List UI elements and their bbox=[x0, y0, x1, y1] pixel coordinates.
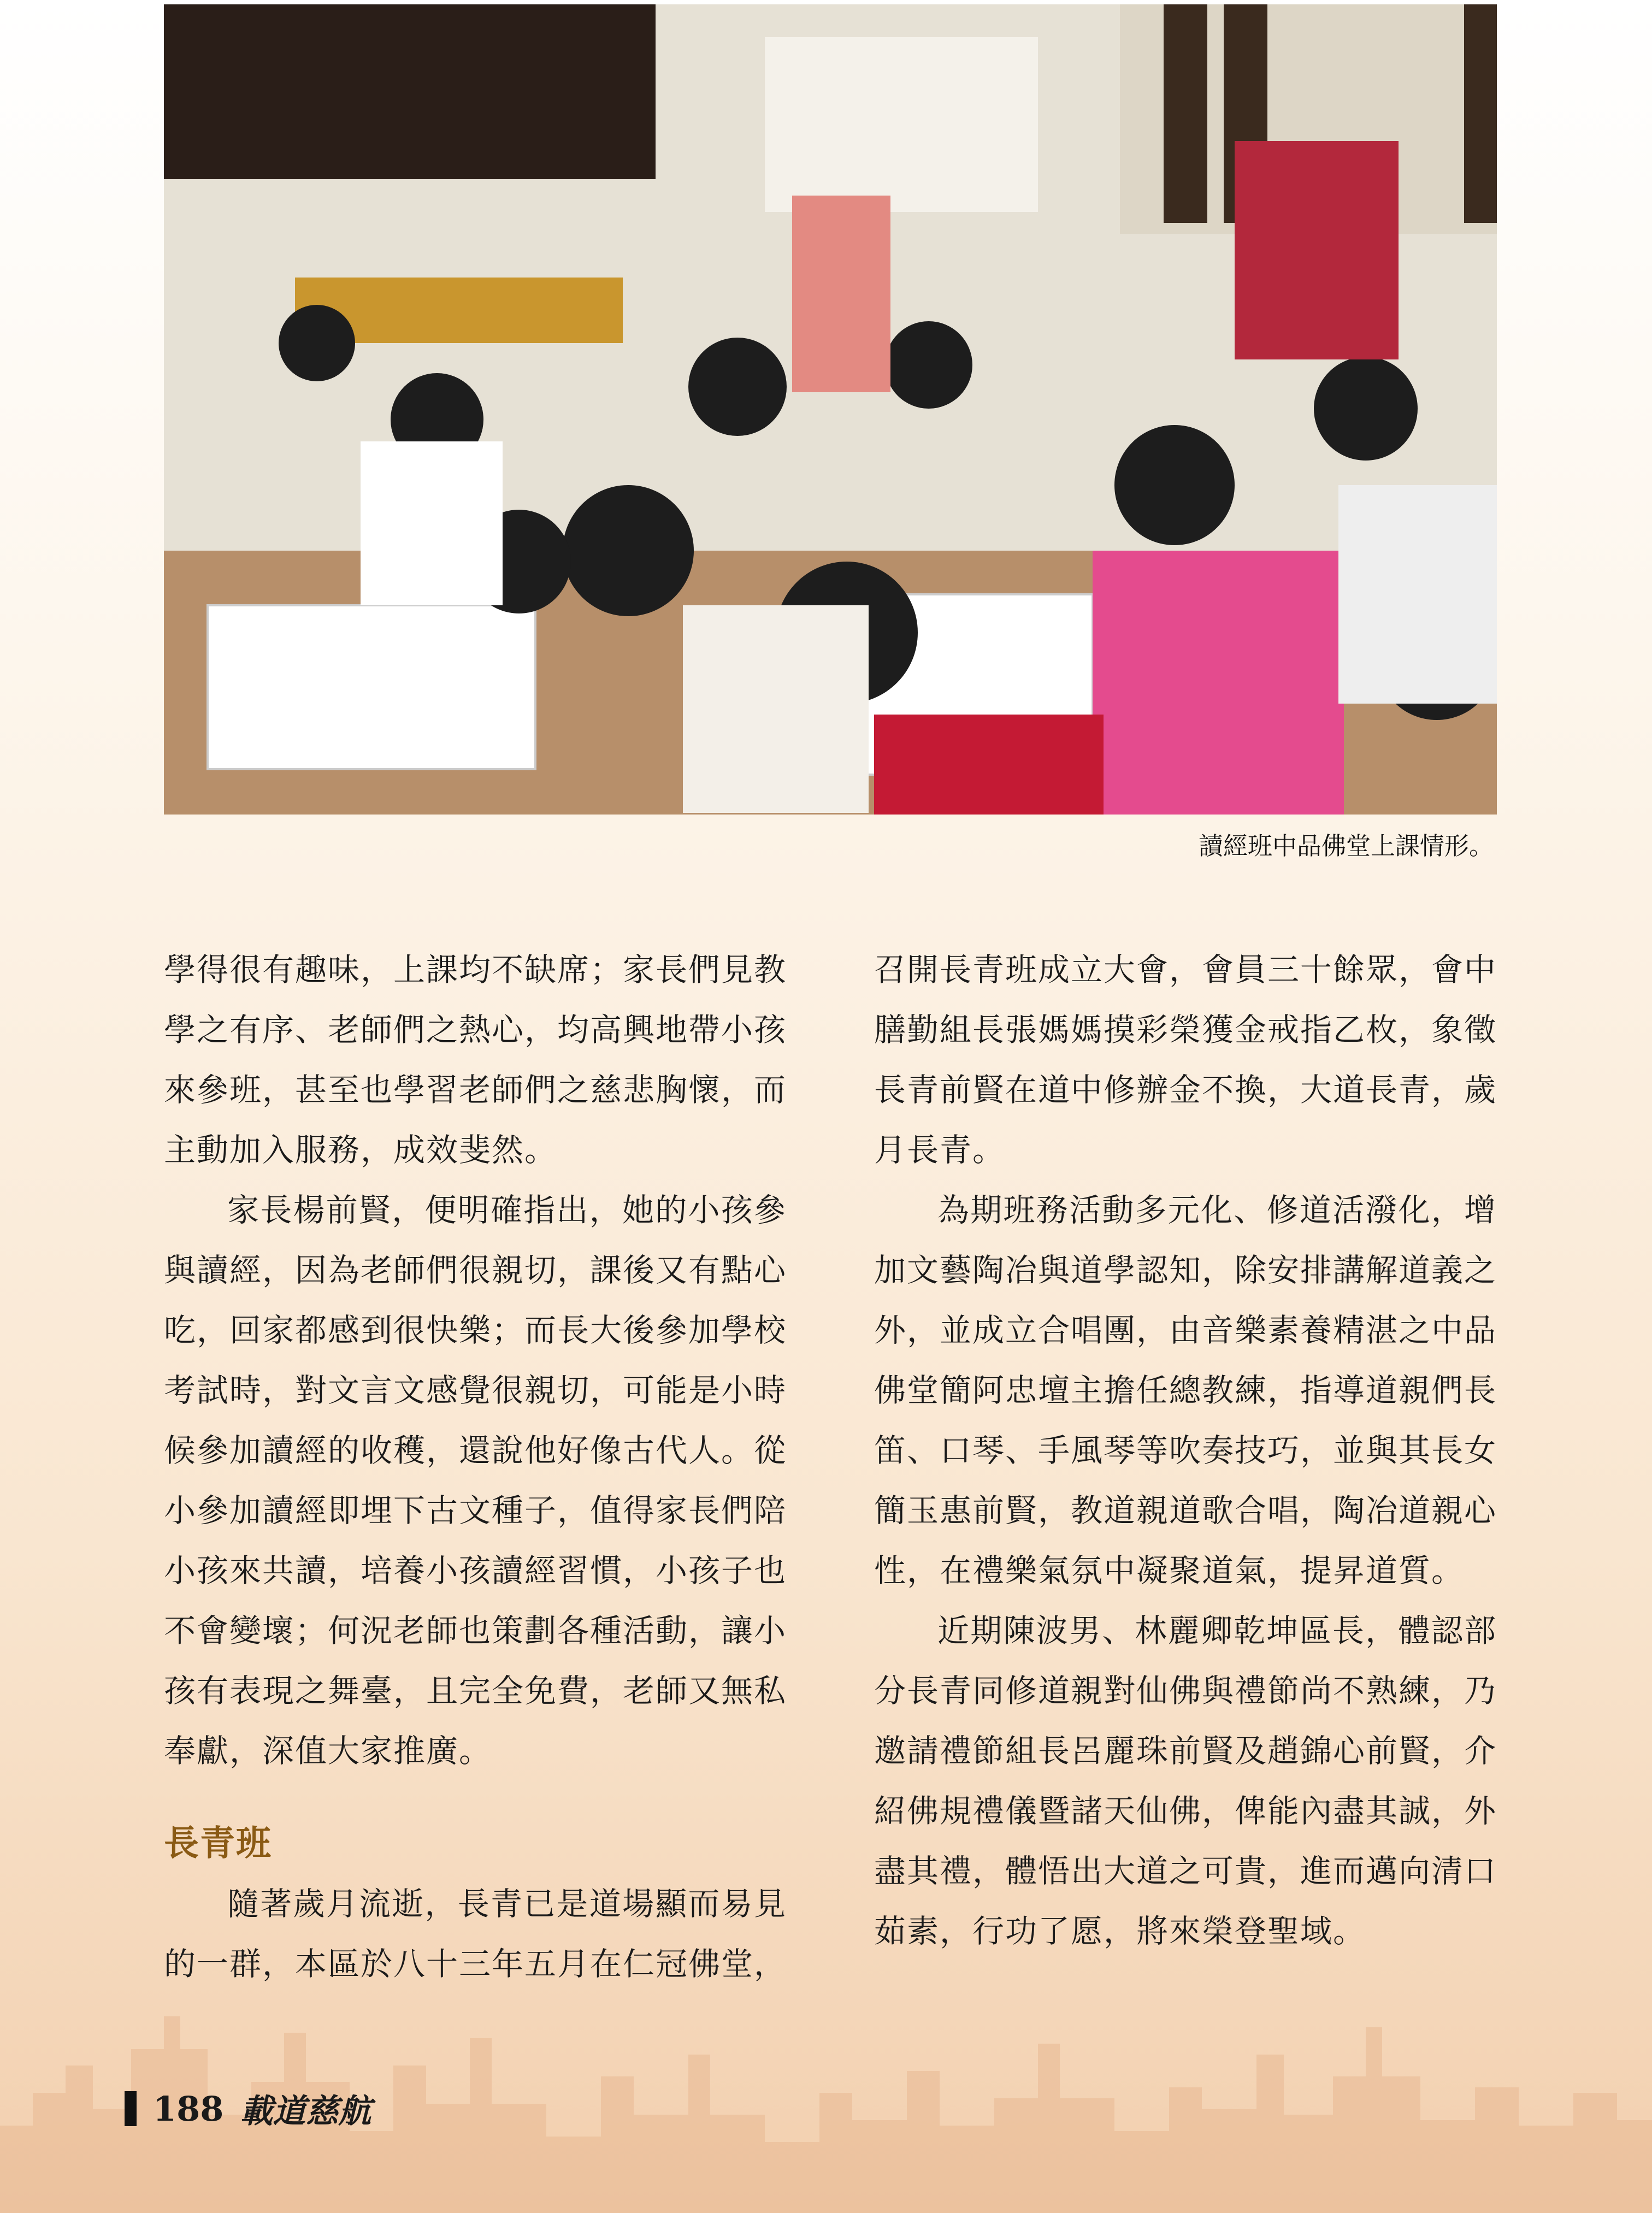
paragraph: 召開長青班成立大會，會員三十餘眾，會中膳勤組長張媽媽摸彩榮獲金戒指乙枚，象徵長青前賢在道中修辦金不換，大道長青，歲月長青。 bbox=[874, 951, 1497, 1169]
paragraph: 為期班務活動多元化、修道活潑化，增加文藝陶冶與道學認知，除安排講解道義之外，並成立合唱團，由音樂素養精湛之中品佛堂簡阿忠壇主擔任總教練，指導道親們長笛、口琴、手風琴等吹奏技巧，並與其長女簡玉惠前賢，教道親道歌合唱，陶冶道親心性，在禮樂氣氛中凝聚道氣，提昇道質。 bbox=[874, 1191, 1497, 1589]
photo-caption: 讀經班中品佛堂上課情形。 bbox=[1198, 831, 1494, 860]
paragraph: 隨著歲月流逝，長青已是道場顯而易見的一群，本區於八十三年五月在仁冠佛堂， bbox=[164, 1885, 787, 1982]
magazine-title: 載道慈航 bbox=[240, 2092, 371, 2131]
paragraph: 學得很有趣味，上課均不缺席；家長們見教學之有序、老師們之熱心，均高興地帶小孩來參班，甚至也學習老師們之慈悲胸懷，而主動加入服務，成效斐然。 bbox=[164, 951, 787, 1169]
paragraph: 家長楊前賢，便明確指出，她的小孩參與讀經，因為老師們很親切，課後又有點心吃，回家都感到很快樂；而長大後參加學校考試時，對文言文感覺很親切，可能是小時候參加讀經的收穫，還說他好像古代人。從小參加讀經即埋下古文種子，值得家長們陪小孩來共讀，培養小孩讀經習慣，小孩子也不會變壞；何況老師也策劃各種活動，讓小孩有表現之舞臺，且完全免費，老師又無私奉獻，深值大家推廣。 bbox=[164, 1191, 787, 1769]
left-column bbox=[164, 940, 787, 1994]
right-column bbox=[874, 940, 1497, 1961]
page-number: 188 bbox=[153, 2088, 224, 2129]
photo-illustration bbox=[164, 4, 1497, 815]
class-photo bbox=[164, 4, 1497, 815]
paragraph: 近期陳波男、林麗卿乾坤區長，體認部分長青同修道親對仙佛與禮節尚不熟練，乃邀請禮節組長呂麗珠前賢及趙錦心前賢，介紹佛規禮儀暨諸天仙佛，俾能內盡其誠，外盡其禮，體悟出大道之可貴，進而邁向清口茹素，行功了愿，將來榮登聖域。 bbox=[874, 1612, 1497, 1950]
footer-bar bbox=[125, 2091, 137, 2126]
section-heading: 長青班 bbox=[164, 1823, 272, 1864]
page-footer bbox=[125, 2087, 371, 2131]
